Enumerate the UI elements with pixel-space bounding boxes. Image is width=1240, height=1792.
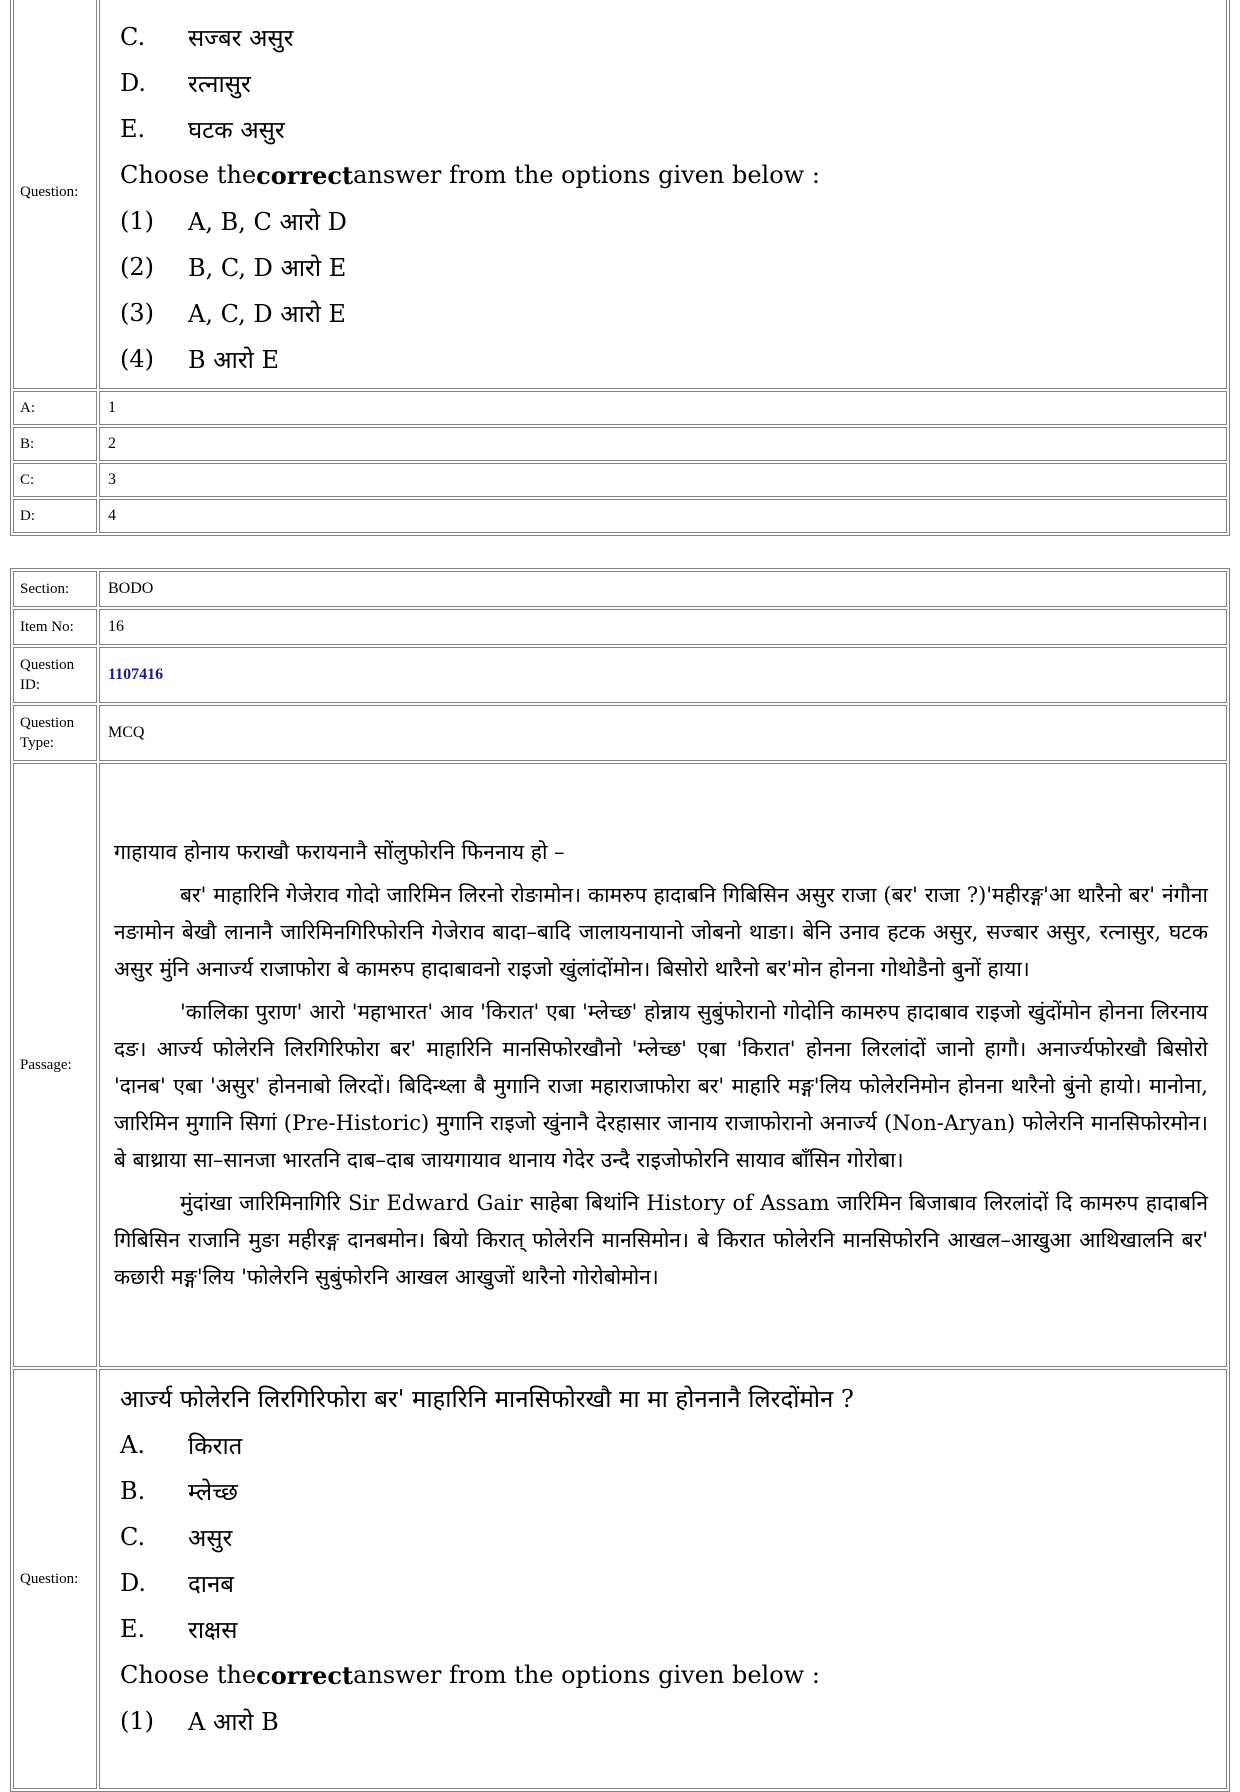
option-b: B. म्लेच्छ <box>120 1477 238 1506</box>
question-body <box>99 1369 1227 1789</box>
question-table-16 <box>10 568 1230 1792</box>
passage-intro: गाहायाव होनाय फराखौ फरायनानै सोंलुफोरनि फिननाय हो – <box>114 840 565 864</box>
question-body <box>99 0 1227 389</box>
option-c: C. सज्बर असुर <box>120 23 294 52</box>
section-row: Section: BODO <box>13 571 1227 607</box>
choice-3: (3) A, C, D आरो E <box>120 299 346 328</box>
answer-row-a: A: 1 <box>13 391 1227 425</box>
option-a: A. किरात <box>120 1431 243 1460</box>
choice-1: (1) A आरो B <box>120 1707 279 1736</box>
question-id-value: 1107416 <box>99 647 1227 703</box>
instruction: Choose the correct answer from the options given below : <box>120 1660 820 1690</box>
option-e: E. राक्षस <box>120 1615 238 1644</box>
passage-paragraph: बर' माहारिनि गेजेराव गोदो जारिमिन लिरनो रोङामोन। कामरुप हादाबनि गिबिसिन असुर राजा (बर' राजा ?)'महीरङ्ग'आ थारैनो बर' नंगौना नङामोन बेखौ लानानै जारिमिनगिरिफोरनि गेजेराव बादा–बादि जालायनायानो जोबनो थाङा। बेनि उनाव हटक असुर, सज्बार असुर, रत्नासुर, घटक असुर मुंनि अनार्ज्य राजाफोरा बे कामरुप हादाबावनो राइजो खुंलांदोंमोन। बिसोरो थारैनो बर'मोन होनना गोथोडैनो बुनों हाया। <box>114 883 1208 981</box>
question-id-row: Question ID: 1107416 <box>13 647 1227 703</box>
passage-paragraph: 'कालिका पुराण' आरो 'महाभारत' आव 'किरात' एबा 'म्लेच्छ' होन्नाय सुबुंफोरानो गोदोनि कामरुप हादाबाव राइजो खुंदोंमोन होनना लिरनाय दङ। आर्ज्य फोलेरनि लिरगिरिफोरा बर' माहारिनि मानसिफोरखौनो 'म्लेच्छ' एबा 'किरात' होनना लिरलांदों जानो हागौ। अनार्ज्यफोरखौ बिसोरो 'दानब' एबा 'असुर' होननाबो लिरदों। बिदिन्थ्ला बै मुगानि राजा महाराजाफोरा बर' माहारि मङ्ग'लिय फोलेरनिमोन होनना थारैनो बुंनो हायो। मानोना, जारिमिन मुगानि सिगां (Pre-Historic) मुगानि राइजो खुंनानै देरहासार जानाय राजाफोरानो अनार्ज्य (Non-Aryan) फोलेरनि मानसिफोरमोन। बे बाथ्राया सा–सानजा भारतनि दाब–दाब जायगायाव थानाय गेदेर उन्दै राइजोफोरनि सायाव बाँसिन गोरोबा। <box>114 1000 1208 1172</box>
answer-row-d: D: 4 <box>13 499 1227 533</box>
question-table-15 <box>10 0 1230 536</box>
choice-2: (2) B, C, D आरो E <box>120 253 347 282</box>
item-no-row: Item No: 16 <box>13 609 1227 645</box>
option-d: D. दानब <box>120 1569 234 1598</box>
option-d: D. रत्नासुर <box>120 69 251 98</box>
passage-paragraph: मुंदांखा जारिमिनागिरि Sir Edward Gair साहेबा बिथांनि History of Assam जारिमिन बिजाबाव लिरलांदों दि कामरुप हादाबनि गिबिसिन राजानि मुङा महीरङ्ग दानबमोन। बियो किरात् फोलेरनि मानसिमोन। बे किरात फोलेरनि मानसिफोरनि आखल–आखुआ आथिखालनि बर' कछारी मङ्ग'लिय 'फोलेरनि सुबुंफोरनि आखल आखुजों थारैनो गोरोबोमोन। <box>114 1191 1208 1289</box>
passage-body <box>99 763 1227 1367</box>
answer-row-b: B: 2 <box>13 427 1227 461</box>
choice-1: (1) A, B, C आरो D <box>120 207 347 236</box>
instruction: Choose the correct answer from the options given below : <box>120 160 820 190</box>
question-stem: आर्ज्य फोलेरनि लिरगिरिफोरा बर' माहारिनि मानसिफोरखौ मा मा होननानै लिरदोंमोन ? <box>120 1384 854 1413</box>
answer-row-c: C: 3 <box>13 463 1227 497</box>
choice-4: (4) B आरो E <box>120 345 279 374</box>
option-e: E. घटक असुर <box>120 115 285 144</box>
question-label: Question: <box>13 0 97 389</box>
option-c: C. असुर <box>120 1523 233 1552</box>
question-row: Question: आर्ज्य फोलेरनि लिरगिरिफोरा बर' माहारिनि मानसिफोरखौ मा मा होननानै लिरदोंमोन ? A. किरात B. म्लेच्छ C. असुर D. दानब E. राक्षस Choose the correct answer from the options given below : (1) A आरो B <box>13 1369 1227 1789</box>
question-type-row: Question Type: MCQ <box>13 705 1227 761</box>
passage-row: Passage: गाहायाव होनाय फराखौ फरायनानै सोंलुफोरनि फिननाय हो – बर' माहारिनि गेजेराव गोदो जारिमिन लिरनो रोङामोन। कामरुप हादाबनि गिबिसिन असुर राजा (बर' राजा ?)'महीरङ्ग'आ थारैनो बर' नंगौना नङामोन बेखौ लानानै जारिमिनगिरिफोरनि गेजेराव बादा–बादि जालायनायानो जोबनो थाङा। बेनि उनाव हटक असुर, सज्बार असुर, रत्नासुर, घटक असुर मुंनि अनार्ज्य राजाफोरा बे कामरुप हादाबावनो राइजो खुंलांदोंमोन। बिसोरो थारैनो बर'मोन होनना गोथोडैनो बुनों हाया। 'कालिका पुराण' आरो 'महाभारत' आव 'किरात' एबा 'म्लेच्छ' होन्नाय सुबुंफोरानो गोदोनि कामरुप हादाबाव राइजो खुंदोंमोन होनना लिरनाय दङ। आर्ज्य फोलेरनि लिरगिरिफोरा बर' माहारिनि मानसिफोरखौनो 'म्लेच्छ' एबा 'किरात' होनना लिरलांदों जानो हागौ। अनार्ज्यफोरखौ बिसोरो 'दानब' एबा 'असुर' होननाबो लिरदों। बिदिन्थ्ला बै मुगानि राजा महाराजाफोरा बर' माहारि मङ्ग'लिय फोलेरनिमोन होनना थारैनो बुंनो हायो। मानोना, जारिमिन मुगानि सिगां (Pre-Historic) मुगानि राइजो खुंनानै देरहासार जानाय राजाफोरानो अनार्ज्य (Non-Aryan) फोलेरनि मानसिफोरमोन। बे बाथ्राया सा–सानजा भारतनि दाब–दाब जायगायाव थानाय गेदेर उन्दै राइजोफोरनि सायाव बाँसिन गोरोबा। मुंदांखा जारिमिनागिरि Sir Edward Gair साहेबा बिथांनि History of Assam जारिमिन बिजाबाव लिरलांदों दि कामरुप हादाबनि गिबिसिन राजानि मुङा महीरङ्ग दानबमोन। बियो किरात् फोलेरनि मानसिमोन। बे किरात फोलेरनि मानसिफोरनि आखल–आखुआ आथिखालनि बर' कछारी मङ्ग'लिय 'फोलेरनि सुबुंफोरनि आखल आखुजों थारैनो गोरोबोमोन। <box>13 763 1227 1367</box>
